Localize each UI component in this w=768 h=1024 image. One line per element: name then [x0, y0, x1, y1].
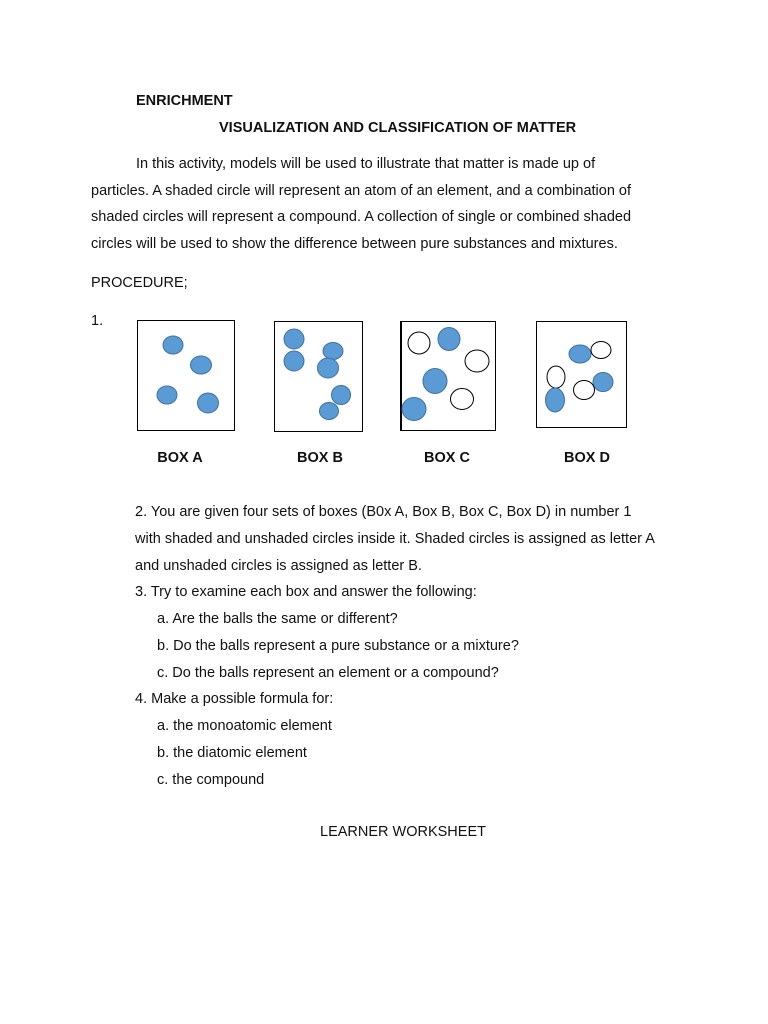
unshaded-circle — [408, 332, 430, 354]
shaded-circle — [423, 369, 447, 394]
shaded-circle — [332, 386, 351, 405]
box-d-diagram — [536, 321, 628, 429]
shaded-circle — [569, 345, 591, 363]
shaded-circle — [320, 403, 339, 420]
shaded-circle — [163, 336, 183, 354]
step2-line: 2. You are given four sets of boxes (B0x A, Box B, Box C, Box D) in number 1 — [135, 504, 632, 520]
step3-item: a. Are the balls the same or different? — [157, 610, 398, 627]
box-a-diagram — [137, 320, 235, 431]
step3-item: c. Do the balls represent an element or a compound? — [157, 664, 499, 681]
intro-line: particles. A shaded circle will represent an atom of an element, and a combination of — [91, 182, 632, 199]
box-c-diagram — [400, 321, 497, 432]
step4-text: 4. Make a possible formula for: — [135, 691, 334, 707]
box-c-label: BOX C — [424, 450, 470, 466]
procedure-label: PROCEDURE; — [91, 275, 188, 291]
shaded-circle — [438, 328, 460, 351]
unshaded-circle — [574, 381, 595, 400]
page-title: VISUALIZATION AND CLASSIFICATION OF MATTER — [219, 120, 577, 136]
shaded-circle — [402, 398, 426, 421]
step3-section — [135, 579, 519, 687]
step2-line: with shaded and unshaded circles inside it. Shaded circles is assigned as letter A — [135, 530, 655, 547]
step2-line: and unshaded circles is assigned as letter B. — [135, 557, 422, 574]
shaded-circle — [157, 386, 177, 404]
intro-line: circles will be used to show the difference between pure substances and mixtures. — [91, 236, 618, 253]
shaded-circle — [593, 373, 613, 392]
box-b-diagram — [274, 321, 364, 432]
step4-item: a. the monoatomic element — [157, 717, 332, 734]
footer-label: LEARNER WORKSHEET — [320, 824, 486, 840]
step2-paragraph — [135, 499, 655, 580]
shaded-circle — [284, 351, 304, 371]
shaded-circle — [323, 343, 343, 360]
step4-section — [135, 686, 333, 794]
box-a-label: BOX A — [157, 450, 203, 466]
box-d-label: BOX D — [564, 450, 610, 466]
box-a-border — [138, 321, 235, 431]
shaded-circle — [284, 329, 304, 349]
unshaded-circle — [465, 350, 489, 372]
step3-text: 3. Try to examine each box and answer the following: — [135, 584, 477, 600]
intro-line: In this activity, models will be used to illustrate that matter is made up of — [136, 156, 596, 172]
heading-enrichment: ENRICHMENT — [136, 93, 233, 109]
step4-item: c. the compound — [157, 771, 265, 788]
step4-item: b. the diatomic element — [157, 744, 307, 761]
unshaded-circle — [451, 389, 474, 410]
shaded-circle — [191, 356, 212, 374]
unshaded-circle — [591, 342, 611, 359]
step3-item: b. Do the balls represent a pure substance or a mixture? — [157, 637, 519, 654]
unshaded-circle — [547, 366, 565, 388]
intro-line: shaded circles will represent a compound. A collection of single or combined shaded — [91, 209, 632, 226]
intro-paragraph — [91, 151, 691, 258]
box-b-label: BOX B — [297, 450, 343, 466]
shaded-circle — [318, 358, 339, 378]
step1-number: 1. — [91, 313, 104, 329]
shaded-circle — [546, 388, 565, 412]
shaded-circle — [198, 393, 219, 413]
